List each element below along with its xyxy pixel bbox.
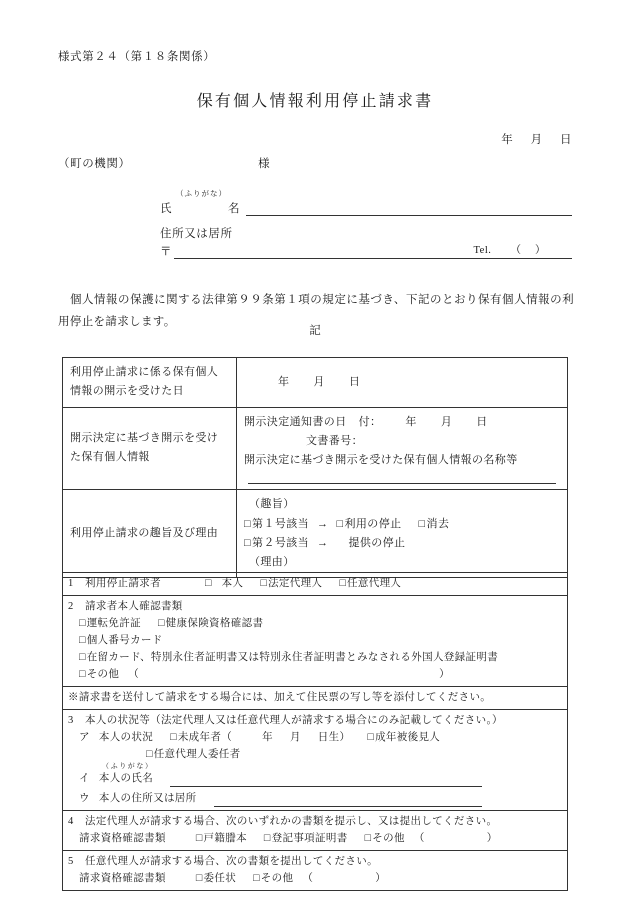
- row1-day: 日: [348, 375, 361, 388]
- item3-sub-a-line2: [68, 746, 562, 763]
- date-day-label: 日: [560, 134, 572, 146]
- item2-opt4-label: 在留カード、特別永住者証明書又は特別永住者証明書とみなされる外国人登録証明書: [86, 652, 499, 663]
- item2-opt5-paren-open: （: [128, 669, 140, 680]
- item3-cell: [63, 710, 568, 811]
- item2-opt5-paren-close: ）: [439, 669, 450, 680]
- table-row: [63, 358, 568, 408]
- telephone-group: [473, 242, 546, 257]
- sub-a-marker: ア: [79, 732, 90, 743]
- table-row: [63, 851, 568, 891]
- row3-value[interactable]: [237, 490, 568, 578]
- item4-label: 法定代理人が請求する場合、次のいずれかの書類を提示し、又は提出してください。: [85, 816, 498, 827]
- item2-line4: [68, 666, 562, 683]
- item5-opt2-paren-close: ）: [375, 873, 387, 884]
- item2-opt5-input[interactable]: [139, 672, 439, 683]
- sub-b-furigana: （ふりがな）: [102, 762, 154, 770]
- arrow-icon: →: [317, 536, 329, 549]
- form-code: 様式第２４（第１８条関係）: [58, 51, 216, 63]
- table-row: [63, 687, 568, 710]
- sub-a-month: 月: [289, 732, 301, 743]
- item2-opt1-checkbox[interactable]: □: [79, 618, 86, 629]
- item2-cell: [63, 596, 568, 687]
- row2-day: 日: [476, 415, 488, 428]
- item1-opt3-label: 任意代理人: [347, 578, 402, 589]
- agency-label: （町の機関）: [58, 158, 131, 170]
- item1-opt1-label: 本人: [221, 578, 244, 589]
- item2-opt5-checkbox[interactable]: □: [79, 669, 86, 680]
- item2-label: 第２号該当: [252, 536, 310, 549]
- addressee-honorific: 様: [258, 158, 271, 170]
- sub-a-opt3-checkbox[interactable]: □: [146, 749, 153, 760]
- item1-opt2-checkbox[interactable]: □: [260, 578, 268, 589]
- sub-a-opt3-label: 任意代理人委任者: [153, 749, 241, 760]
- item1-checkbox[interactable]: □: [244, 517, 252, 530]
- item2-opt3-label: 個人番号カード: [86, 635, 163, 646]
- item2-label: 請求者本人確認書類: [85, 601, 183, 612]
- sub-a-opt2-label: 成年被後見人: [375, 732, 441, 743]
- sub-b-input[interactable]: [170, 776, 482, 787]
- table-row: [63, 596, 568, 687]
- row1-month: 月: [313, 375, 325, 388]
- item1-opt2-checkbox[interactable]: □: [418, 517, 426, 530]
- item2-opt4-checkbox[interactable]: □: [79, 652, 86, 663]
- sub-a-year: 年: [262, 732, 273, 743]
- body-paragraph: 個人情報の保護に関する法律第９９条第１項の規定に基づき、下記のとおり保有個人情報の利用停止を請求します。: [58, 294, 574, 329]
- row1-value[interactable]: [237, 358, 568, 408]
- item2-line1: [68, 615, 562, 632]
- sub-c-input[interactable]: [214, 796, 482, 807]
- notice-date-suffix: 付：: [358, 415, 382, 428]
- item2-checkbox[interactable]: □: [244, 536, 252, 549]
- row1-year: 年: [278, 375, 290, 388]
- address-label: 住所又は居所: [160, 228, 233, 241]
- sub-a-day: 日生）: [317, 732, 351, 743]
- sub-c-label: 本人の住所又は居所: [98, 793, 197, 804]
- item2-number: 2: [68, 601, 74, 612]
- item4-opt3-paren-open: （: [413, 833, 425, 844]
- item1-label: 第１号該当: [252, 517, 310, 530]
- furigana-label: （ふりがな）: [176, 189, 227, 198]
- requester-info-table: [62, 572, 568, 891]
- notice-date-label: 開示決定通知書の日: [244, 415, 347, 428]
- row2-year: 年: [405, 415, 417, 428]
- item5-opt2-checkbox[interactable]: □: [253, 873, 260, 884]
- item4-opt3-input[interactable]: [425, 836, 487, 847]
- item5-cell: [63, 851, 568, 891]
- table-row: [63, 490, 568, 578]
- row2-value[interactable]: [237, 407, 568, 490]
- item1-opt1-checkbox[interactable]: □: [204, 578, 212, 589]
- purpose-heading: （趣旨）: [249, 498, 295, 511]
- sub-a-opt1-checkbox[interactable]: □: [170, 732, 177, 743]
- item1-label: 利用停止請求者: [85, 578, 161, 589]
- doc-number-label: 文書番号：: [306, 434, 363, 447]
- ki-marker: 記: [309, 325, 321, 337]
- tel-label: Tel.: [473, 245, 492, 257]
- sub-a-label: 本人の状況: [98, 732, 154, 743]
- item3-sub-c: [68, 790, 562, 807]
- item3-sub-a: [68, 729, 562, 746]
- address-input-rule[interactable]: [174, 244, 572, 259]
- name-label: 氏 名: [160, 203, 240, 216]
- item2-opt2-checkbox[interactable]: □: [157, 618, 165, 629]
- table-row: [63, 573, 568, 596]
- note-cell: ※請求書を送付して請求をする場合には、加えて住民票の写し等を添付してください。: [63, 687, 568, 710]
- item4-opt2-checkbox[interactable]: □: [263, 833, 271, 844]
- disclosure-table: [62, 357, 568, 578]
- item2-opt5-label: その他: [86, 669, 120, 680]
- sub-a-paren-open: （: [221, 732, 233, 743]
- item2-opt3-checkbox[interactable]: □: [79, 635, 86, 646]
- arrow-icon: →: [317, 517, 329, 530]
- item4-cell: [63, 811, 568, 851]
- item2-line2: [68, 632, 562, 649]
- item2-result: 提供の停止: [348, 536, 406, 549]
- tel-paren-open: （: [510, 245, 535, 257]
- item4-opt3-checkbox[interactable]: □: [364, 833, 372, 844]
- item4-opt3-label: その他: [372, 833, 405, 844]
- item5-docs-label: 請求資格確認書類: [79, 873, 166, 884]
- item3-number: 3: [68, 715, 74, 726]
- agency-row: [58, 155, 572, 171]
- sub-b-label: 本人の氏名: [98, 773, 154, 784]
- item1-opt3-checkbox[interactable]: □: [339, 578, 347, 589]
- row2-month: 月: [440, 415, 453, 428]
- item5-opt2-label: その他: [260, 873, 294, 884]
- sub-b-marker: イ: [79, 773, 90, 784]
- row2-name-rule[interactable]: [248, 475, 556, 484]
- item5-opt2-paren-open: （: [302, 873, 314, 884]
- item1-opt1-checkbox[interactable]: □: [336, 517, 344, 530]
- item5-docs: [68, 870, 562, 887]
- row1-label: 利用停止請求に係る保有個人情報の開示を受けた日: [63, 358, 237, 408]
- postal-row: [160, 243, 572, 259]
- row2-name-label: 開示決定に基づき開示を受けた保有個人情報の名称等: [244, 454, 518, 466]
- table-row: [63, 407, 568, 490]
- item5-opt2-input[interactable]: [313, 876, 375, 887]
- item2-opt2-label: 健康保険資格確認書: [165, 618, 264, 629]
- item5-label: 任意代理人が請求する場合、次の書類を提出してください。: [85, 856, 378, 867]
- item4-opt3-paren-close: ）: [486, 833, 498, 844]
- table-row: [63, 811, 568, 851]
- sub-c-marker: ウ: [79, 793, 90, 804]
- item1-number: 1: [68, 578, 74, 589]
- item4-docs-label: 請求資格確認書類: [79, 833, 166, 844]
- date-line: [501, 131, 572, 147]
- page-title: 保有個人情報利用停止請求書: [196, 93, 434, 110]
- name-row: [160, 200, 572, 216]
- postal-mark-icon: 〒: [160, 246, 172, 259]
- name-input-rule[interactable]: [246, 202, 572, 216]
- reason-heading: （理由）: [249, 556, 295, 568]
- item3-sub-b: [68, 770, 562, 787]
- item4-docs: [68, 830, 562, 847]
- date-year-label: 年: [501, 134, 514, 146]
- item1-opt2-label: 消去: [426, 517, 450, 530]
- item1-opt2-label: 法定代理人: [268, 578, 323, 589]
- table-row: [63, 710, 568, 811]
- sub-a-opt1-label: 未成年者: [177, 732, 222, 743]
- item5-number: 5: [68, 856, 74, 867]
- sub-a-opt2-checkbox[interactable]: □: [367, 732, 375, 743]
- item5-opt1-checkbox[interactable]: □: [195, 873, 203, 884]
- item4-opt2-label: 登記事項証明書: [271, 833, 348, 844]
- item2-opt1-label: 運転免許証: [86, 618, 141, 629]
- applicant-block: [160, 190, 572, 259]
- item1-opt1-label: 利用の停止: [344, 517, 402, 530]
- item4-opt1-label: 戸籍謄本: [203, 833, 247, 844]
- item1-cell: [63, 573, 568, 596]
- date-month-label: 月: [530, 134, 543, 146]
- tel-paren-close: ）: [535, 245, 546, 257]
- row3-label: 利用停止請求の趣旨及び理由: [63, 490, 237, 578]
- item4-number: 4: [68, 816, 74, 827]
- item2-line3: [68, 649, 562, 666]
- item5-opt1-label: 委任状: [203, 873, 237, 884]
- row2-label: 開示決定に基づき開示を受けた保有個人情報: [63, 407, 237, 490]
- item3-label: 本人の状況等（法定代理人又は任意代理人が請求する場合にのみ記載してください。）: [85, 715, 503, 726]
- item4-opt1-checkbox[interactable]: □: [195, 833, 203, 844]
